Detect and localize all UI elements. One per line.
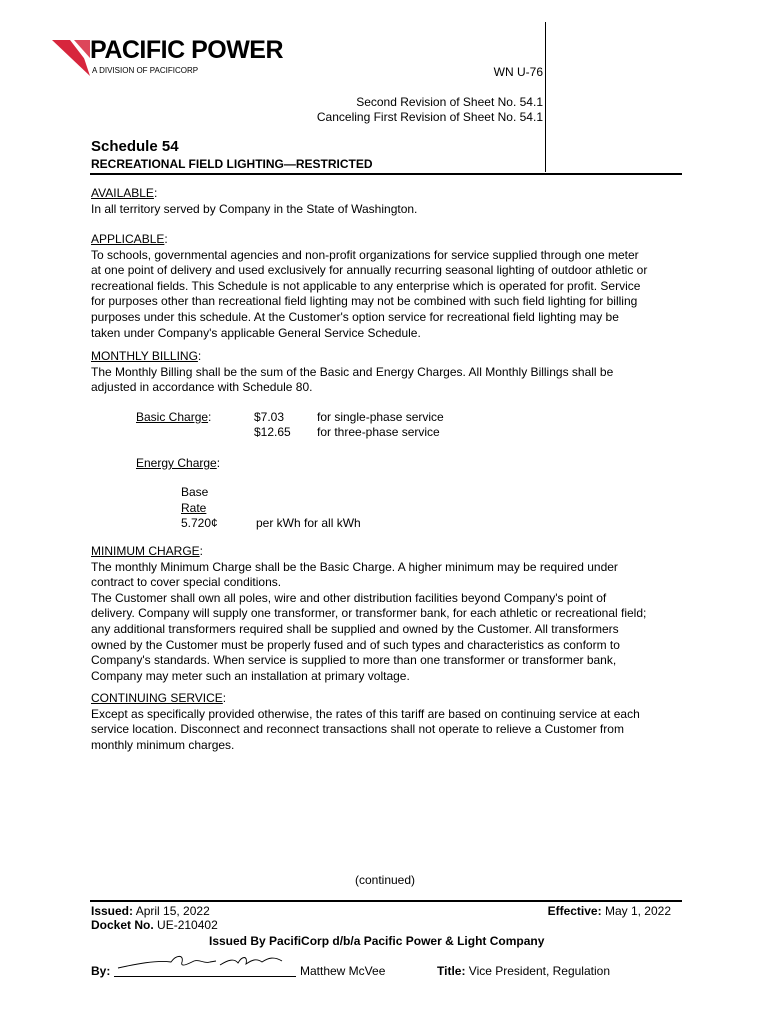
rate-desc: per kWh for all kWh: [256, 516, 361, 530]
applicable-section: [91, 232, 691, 341]
basic-charge-amount: $7.03: [254, 410, 285, 424]
issued-by: Issued By PacifiCorp d/b/a Pacific Power & Light Company: [209, 934, 545, 948]
title-rule: [90, 173, 682, 175]
applicable-line: purposes under this schedule. At the Customer's option service for recreational field lighting may be: [91, 309, 619, 324]
minimum-charge-heading-line: MINIMUM CHARGE:: [91, 544, 204, 558]
signature-line: [114, 976, 296, 977]
minimum-charge-section: [91, 544, 691, 684]
docket-line: [91, 918, 218, 932]
continuing-service-line: service location. Disconnect and reconnect transactions shall not operate to relieve a Customer from: [91, 722, 624, 737]
schedule-subtitle: RECREATIONAL FIELD LIGHTING—RESTRICTED: [91, 157, 373, 171]
effective-line: [548, 904, 671, 918]
minimum-charge-line: Company's standards. When service is supplied to more than one transformer or transformer bank,: [91, 653, 617, 668]
basic-charge-desc: for single-phase service: [317, 410, 444, 424]
issued-label: Issued:: [91, 904, 134, 918]
basic-charge-label-line: Basic Charge:: [136, 410, 212, 424]
rate-value: 5.720¢: [181, 516, 218, 531]
base-label: Base: [181, 485, 209, 499]
minimum-charge-line: contract to cover special conditions.: [91, 575, 282, 590]
continuing-service-heading-line: CONTINUING SERVICE:: [91, 691, 227, 705]
monthly-billing-line: The Monthly Billing shall be the sum of the Basic and Energy Charges. All Monthly Billings shall be: [91, 364, 614, 379]
signer-name: Matthew McVee: [300, 964, 386, 978]
available-text: In all territory served by Company in the State of Washington.: [91, 201, 418, 216]
applicable-heading: APPLICABLE: [91, 232, 165, 246]
minimum-charge-line: any additional transformers required shall be supplied and owned by the Customer. All transformers: [91, 621, 619, 636]
applicable-heading-line: APPLICABLE:: [91, 232, 168, 246]
applicable-line: recreational fields. This Schedule is not applicable to any enterprise which is operated for profit. Service: [91, 278, 641, 293]
sheet-revision: Second Revision of Sheet No. 54.1: [356, 95, 543, 109]
monthly-billing-section: [91, 349, 691, 396]
base-rate-block: [181, 485, 218, 532]
minimum-charge-heading: MINIMUM CHARGE: [91, 544, 200, 558]
continuing-service-heading: CONTINUING SERVICE: [91, 691, 223, 705]
applicable-line: at one point of delivery and used exclusively for annually recurring seasonal lighting of outdoor athletic or: [91, 263, 648, 278]
continuing-service-line: Except as specifically provided otherwise, the rates of this tariff are based on continuing service at each: [91, 706, 640, 721]
continuing-service-section: [91, 691, 691, 753]
schedule-title: Schedule 54: [91, 138, 179, 155]
minimum-charge-line: The Customer shall own all poles, wire and other distribution facilities beyond Company's point of: [91, 590, 607, 605]
monthly-billing-heading-line: MONTHLY BILLING:: [91, 349, 202, 363]
sheet-id: WN U-76: [493, 65, 543, 79]
energy-charge-label: Energy Charge: [136, 456, 217, 470]
continuing-service-line: monthly minimum charges.: [91, 737, 235, 752]
header-vertical-rule: [545, 22, 546, 172]
applicable-line: To schools, governmental agencies and non-profit organizations for service supplied through one meter: [91, 247, 639, 262]
available-heading: AVAILABLE: [91, 186, 154, 200]
applicable-line: for purposes other than recreational field lighting may not be combined with such field lighting for billing: [91, 294, 638, 309]
minimum-charge-line: Company may meter such an installation at primary voltage.: [91, 668, 410, 683]
logo-subtitle: A DIVISION OF PACIFICORP: [92, 66, 199, 75]
basic-charge-desc: for three-phase service: [317, 425, 440, 439]
effective-label: Effective:: [547, 904, 602, 918]
issued-line: [91, 904, 210, 918]
minimum-charge-line: delivery. Company will supply one transformer, or transformer bank, for each athletic or recreational field;: [91, 606, 647, 621]
company-logo: [52, 36, 302, 80]
monthly-billing-line: adjusted in accordance with Schedule 80.: [91, 380, 313, 395]
energy-charge-label-line: Energy Charge:: [136, 456, 221, 470]
title-line: [437, 964, 610, 978]
docket-value: UE-210402: [157, 918, 218, 932]
sheet-canceling: Canceling First Revision of Sheet No. 54.1: [316, 110, 543, 124]
effective-value: May 1, 2022: [604, 904, 671, 918]
applicable-line: taken under Company's applicable General Service Schedule.: [91, 325, 421, 340]
title-label: Title:: [437, 964, 466, 978]
logo-mark-icon: [52, 38, 92, 78]
minimum-charge-line: The monthly Minimum Charge shall be the Basic Charge. A higher minimum may be required under: [91, 559, 618, 574]
issued-value: April 15, 2022: [135, 904, 210, 918]
monthly-billing-heading: MONTHLY BILLING: [91, 349, 198, 363]
basic-charge-label: Basic Charge: [136, 410, 209, 424]
available-heading-line: AVAILABLE:: [91, 186, 158, 200]
available-section: [91, 186, 691, 217]
logo-title: PACIFIC POWER: [90, 36, 284, 64]
minimum-charge-line: owned by the Customer must be properly fused and of such types and characteristics as conform to: [91, 637, 620, 652]
title-value: Vice President, Regulation: [468, 964, 610, 978]
basic-charge-amount: $12.65: [254, 425, 291, 439]
rate-label: Rate: [181, 500, 207, 515]
docket-label: Docket No.: [91, 918, 154, 932]
by-label: By:: [91, 964, 111, 978]
continued-note: (continued): [354, 873, 416, 887]
footer-rule: [90, 900, 682, 902]
signature-graphic: [116, 952, 296, 974]
